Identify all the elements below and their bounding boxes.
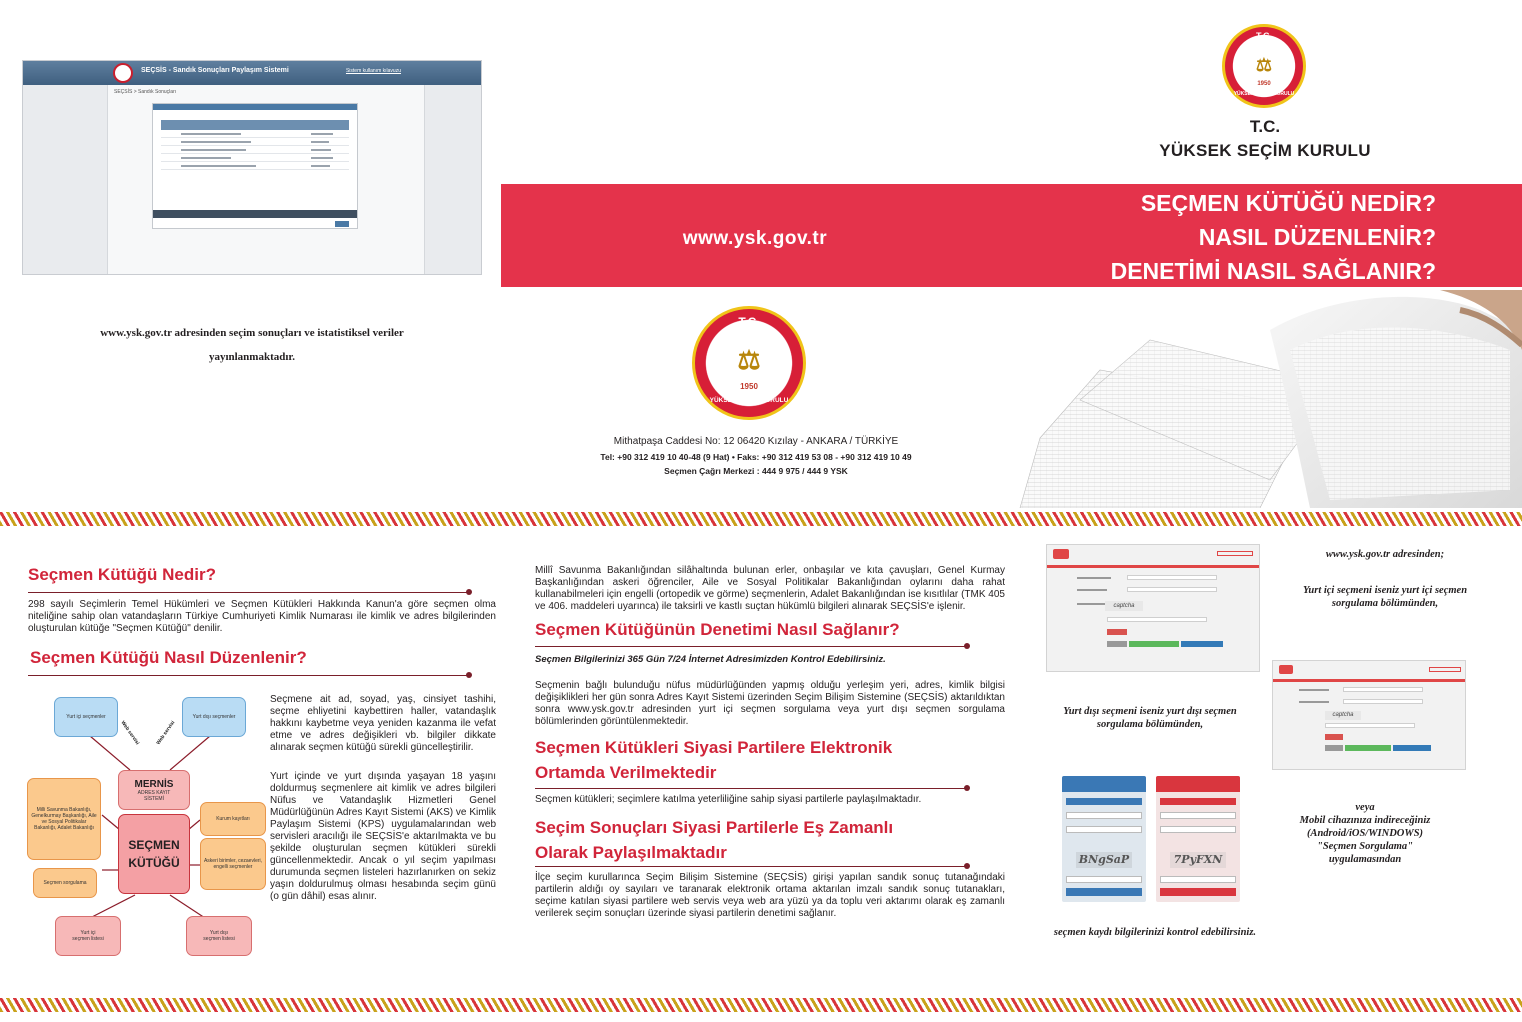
- table-row[interactable]: [161, 146, 349, 154]
- diagram-box-records-label: Kurum kayıtları: [216, 816, 250, 822]
- paper-stack-illustration: [1010, 290, 1522, 508]
- phone-fax-line: Tel: +90 312 419 10 40-48 (9 Hat) • Faks: +90 312 419 53 08 - +90 312 419 10 49: [600, 452, 912, 462]
- abroad-query-screenshot: [1272, 660, 1466, 770]
- col3-mobile-1: Mobil cihazınıza indireceğiniz: [1299, 815, 1431, 826]
- app-header: [1062, 776, 1146, 792]
- blue-button[interactable]: [1393, 745, 1431, 751]
- heading-electronic-2: Ortamda Verilmektedir: [535, 763, 717, 782]
- captcha-image: BNgSaP: [1076, 852, 1132, 868]
- rule-dot: [964, 863, 970, 869]
- col3-abroad-2: sorgulama bölümünden,: [1096, 719, 1204, 730]
- header-tc: T.C.: [1249, 117, 1281, 136]
- col3-intro: www.ysk.gov.tr adresinden;: [1325, 549, 1445, 560]
- left-caption-line2: yayınlanmaktadır.: [208, 351, 296, 363]
- arrow-label-right: Web servisi: [155, 719, 177, 747]
- mernis-sub1: ADRES KAYIT: [137, 789, 171, 796]
- clear-button[interactable]: [1325, 745, 1343, 751]
- tc-number-input[interactable]: [1127, 575, 1217, 580]
- rule: [28, 592, 468, 593]
- mernis-title: MERNİS: [134, 778, 174, 790]
- paragraph-query: Seçmenin bağlı bulunduğu nüfus müdürlüğünden yapmış olduğu yerleşim yeri, adres, kimlik bilgisi değişiklikleri her gün sonra Adres Kayıt Sistemi üzerinden Seçim Bilişim Sistemine (SEÇSİS) aktarıldıktan sonra www.ysk.gov.tr adresinden yurt içi seçmen sorgulama veya yurt dışı seçmen sorgulama bölümlerinden görüntülenmektedir.: [535, 680, 1005, 727]
- heading-how-arranged: Seçmen Kütüğü Nasıl Düzenlenir?: [30, 648, 307, 667]
- call-center-line: Seçmen Çağrı Merkezi : 444 9 975 / 444 9 YSK: [664, 466, 848, 476]
- diagram-box-mernis: [118, 770, 190, 810]
- left-caption-line1: www.ysk.gov.tr adresinden seçim sonuçları ve istatistiksel veriler: [100, 327, 404, 339]
- diagram-box-center: [118, 814, 190, 894]
- rule-dot: [466, 672, 472, 678]
- diagram-box-domestic-list: [55, 916, 121, 956]
- banner-question-3: DENETİMİ NASIL SAĞLANIR?: [1110, 258, 1436, 284]
- table-row[interactable]: [161, 130, 349, 138]
- select-field[interactable]: [1160, 798, 1236, 805]
- blue-button[interactable]: [1181, 641, 1223, 647]
- bottom-divider: [0, 998, 1522, 1012]
- diagram-box-query-label: Seçmen sorgulama: [43, 880, 87, 886]
- abroad-list-l2: seçmen listesi: [203, 936, 235, 942]
- heading-what-is: Seçmen Kütüğü Nedir?: [28, 565, 216, 584]
- emblem-ring-text: YÜKSEK SEÇİM KURULU: [1233, 91, 1295, 97]
- paragraph-emphasis: Seçmen Bilgilerinizi 365 Gün 7/24 İnternet Adresimizden Kontrol Edebilirsiniz.: [535, 654, 886, 665]
- tc-input[interactable]: [1066, 812, 1142, 819]
- diagram-box-abroad-label: Yurt dışı seçmenler: [192, 714, 236, 720]
- green-button[interactable]: [1345, 745, 1391, 751]
- mernis-sub2: SİSTEMİ: [143, 795, 164, 802]
- heading-results-2: Olarak Paylaşılmaktadır: [535, 843, 727, 862]
- secsis-page: [107, 85, 425, 275]
- query-button[interactable]: [1066, 888, 1142, 896]
- captcha-input[interactable]: [1066, 876, 1142, 883]
- ysk-logo-icon: [1279, 665, 1293, 674]
- birthdate-input[interactable]: [1127, 587, 1217, 592]
- top-divider: [0, 512, 1522, 526]
- tc-number-input[interactable]: [1343, 687, 1423, 692]
- secsis-breadcrumb: SEÇSİS > Sandık Sonuçları: [114, 89, 177, 95]
- query-button[interactable]: [1107, 629, 1127, 635]
- ysk-emblem-large-icon: [692, 306, 806, 420]
- paragraph-updates: Seçmene ait ad, soyad, yaş, cinsiyet tashihi, seçme ehliyetini kaybettiren haller, vatandaşlık hakkını kaybetme veya yeniden kazanma ile vefat etme ve adres değişikleri vb. bilgiler dikkate alınarak seçmen kütüğü sürekli güncelleştirilir.: [270, 694, 496, 753]
- clear-button[interactable]: [1107, 641, 1127, 647]
- banner-question-2: NASIL DÜZENLENİR?: [1198, 224, 1436, 250]
- tc-input[interactable]: [1160, 812, 1236, 819]
- paragraph-aks-kps: Yurt içinde ve yurt dışında yaşayan 18 yaşını doldurmuş seçmenlere ait kimlik ve adres bilgileri Nüfus ve Vatandaşlık Hizmetleri Genel Müdürlüğünün Adres Kayıt Sistemi (AKS) ve Kimlik Paylaşım Sistemi (KPS) uygulamalarından web servisleri aracılığı ile SEÇSİS'e aktarılmakta ve bu şekilde oluşturulan seçmen kütükleri sürekli güncellenmektedir. Ancak o yıl seçim yapılması durumunda seçmen listeleri hazırlanırken on sekiz yaşın doldurulmuş olması hesabında seçim günü (o gün dâhil) esas alınır.: [270, 771, 496, 902]
- emblem-large-year: 1950: [740, 382, 758, 391]
- emblem-large-top-text: T.C.: [738, 315, 760, 329]
- diagram-box-ministries-label: Milli Savunma Bakanlığı, Genelkurmay Başkanlığı, Aile ve Sosyal Politikalar Bakanlığı, Adalet Bakanlığı: [31, 807, 97, 831]
- col3-conclusion: seçmen kaydı bilgilerinizi kontrol edebilirsiniz.: [1053, 927, 1257, 938]
- rule: [535, 866, 967, 867]
- rule: [28, 675, 468, 676]
- birthdate-input[interactable]: [1160, 826, 1236, 833]
- center-line2: KÜTÜĞÜ: [128, 856, 180, 870]
- emblem-year: 1950: [1257, 81, 1271, 87]
- paragraph-results: İlçe seçim kurullarınca Seçim Bilişim Sistemine (SEÇSİS) girişi yapılan sandık sonuç tutanağındaki partilerin aldığı oy sayıları ve taranarak elektronik ortama aktarılan imzalı sandık sonuç tutanakları, seçime katılan siyasi partilere web servis veya web ara yüzü ya da toplu veri aktarımı olarak eş zamanlı verilerek seçim sonuçları üzerinde siyasi partilerin denetimi sağlanır.: [535, 872, 1005, 919]
- diagram-box-military-label: Askeri birimler, cezaevleri, engelli seçmenler: [203, 858, 263, 870]
- col3-domestic-1: Yurt içi seçmeni iseniz yurt içi seçmen: [1302, 585, 1468, 596]
- captcha-input[interactable]: [1160, 876, 1236, 883]
- center-line1: SEÇMEN: [128, 838, 180, 852]
- header-button[interactable]: [1217, 551, 1253, 556]
- diagram-box-military: [200, 838, 266, 890]
- col3-mobile-2: (Android/iOS/WINDOWS): [1306, 828, 1424, 839]
- paragraph-parties: Seçmen kütükleri; seçimlere katılma yeterliliğine sahip siyasi partilerle paylaşılmaktadır.: [535, 794, 922, 805]
- heading-audit: Seçmen Kütüğünün Denetimi Nasıl Sağlanır?: [535, 620, 900, 639]
- col3-mobile-4: uygulamasından: [1328, 854, 1402, 865]
- mobile-app-screenshot-red: [1156, 776, 1240, 902]
- col3-abroad-1: Yurt dışı seçmeni iseniz yurt dışı seçmen: [1063, 706, 1237, 717]
- header-button[interactable]: [1429, 667, 1461, 672]
- select-field[interactable]: [1066, 798, 1142, 805]
- captcha-input[interactable]: [1107, 617, 1207, 622]
- ysk-emblem-icon: [1222, 24, 1306, 108]
- scale-large-icon: ⚖: [737, 345, 761, 375]
- passport-input[interactable]: [1343, 699, 1423, 704]
- captcha-image: captcha: [1105, 601, 1143, 611]
- table-row[interactable]: [161, 138, 349, 146]
- diagram-box-records: [200, 802, 266, 836]
- scale-icon: ⚖: [1255, 55, 1273, 75]
- domestic-list-l1: Yurt içi: [80, 930, 96, 936]
- query-button[interactable]: [1325, 734, 1343, 740]
- diagram-box-domestic-label: Yurt içi seçmenler: [66, 714, 106, 720]
- diagram-box-abroad-list: [186, 916, 252, 956]
- domestic-list-l2: seçmen listesi: [72, 936, 104, 942]
- table-row[interactable]: [161, 162, 349, 170]
- arrow-label-left: Web servisi: [119, 719, 141, 747]
- diagram-box-domestic: [54, 697, 118, 737]
- paragraph-what-is: 298 sayılı Seçimlerin Temel Hükümleri ve Seçmen Kütükleri Hakkında Kanun'a göre seçmen olma niteliğine sahip olan vatandaşların Türkiye Cumhuriyeti Kimlik Numarası ile kimlik ve adres bilgilerinden oluşturulan kütüğe "Seçmen Kütüğü" denilir.: [28, 599, 496, 634]
- captcha-image: captcha: [1325, 711, 1361, 720]
- header-kurul-title: YÜKSEK SEÇİM KURULU: [1159, 141, 1371, 160]
- diagram-box-abroad: [182, 697, 246, 737]
- abroad-list-l1: Yurt dışı: [209, 930, 229, 936]
- banner-question-1: SEÇMEN KÜTÜĞÜ NEDİR?: [1140, 190, 1436, 216]
- green-button[interactable]: [1129, 641, 1179, 647]
- rule-dot: [964, 785, 970, 791]
- rule: [535, 788, 967, 789]
- secsis-next-button[interactable]: [335, 221, 349, 227]
- col3-or: veya: [1355, 802, 1375, 813]
- col3-domestic-2: sorgulama bölümünden,: [1331, 598, 1439, 609]
- diagram-box-ministries: [27, 778, 101, 860]
- app-header: [1156, 776, 1240, 792]
- birthdate-input[interactable]: [1066, 826, 1142, 833]
- rule-dot: [964, 643, 970, 649]
- diagram-box-query: [33, 868, 97, 898]
- secsis-title: SEÇSİS - Sandık Sonuçları Paylaşım Sistemi: [141, 67, 289, 74]
- table-row[interactable]: [161, 154, 349, 162]
- rule-dot: [466, 589, 472, 595]
- mobile-app-screenshot-blue: [1062, 776, 1146, 902]
- address-line: Mithatpaşa Caddesi No: 12 06420 Kızılay - ANKARA / TÜRKİYE: [613, 436, 899, 447]
- paragraph-ministries: Millî Savunma Bakanlığından silâhaltında bulunan erler, onbaşılar ve kıta çavuşları, Genel Kurmay Başkanlığından askeri öğrenciler, Aile ve Sosyal Politikalar Bakanlığından oylarını daha rahat kullanabilmeleri için engelli (ortopedik ve görme) seçmenlerin, Adalet Bakanlığından ise kısıtlılar (TMK 405 ve 406. maddeleri uyarınca) ile taksirli ve kastlı suçtan hükümlü bilgileri alınarak SEÇSİS'e işlenir.: [535, 565, 1005, 612]
- heading-electronic-1: Seçmen Kütükleri Siyasi Partilere Elektronik: [535, 738, 893, 757]
- rule: [535, 646, 967, 647]
- banner-url[interactable]: www.ysk.gov.tr: [682, 228, 828, 249]
- col3-mobile-3: "Seçmen Sorgulama": [1317, 841, 1413, 852]
- captcha-input[interactable]: [1325, 723, 1415, 728]
- emblem-large-ring-text: YÜKSEK SEÇİM KURULU: [709, 397, 789, 404]
- heading-results-1: Seçim Sonuçları Siyasi Partilerle Eş Zamanlı: [535, 818, 894, 837]
- secsis-title-bar: [23, 61, 481, 85]
- emblem-top-text: T.C.: [1255, 31, 1272, 41]
- secsis-screenshot: [22, 60, 482, 275]
- secsis-results-table: [152, 103, 358, 229]
- secsis-help-link[interactable]: Sistem kullanım kılavuzu: [345, 68, 401, 74]
- secsis-logo-icon: [113, 63, 133, 83]
- captcha-image: 7PyFXN: [1170, 852, 1226, 868]
- query-button[interactable]: [1160, 888, 1236, 896]
- ysk-logo-icon: [1053, 549, 1069, 559]
- domestic-query-screenshot: [1046, 544, 1260, 672]
